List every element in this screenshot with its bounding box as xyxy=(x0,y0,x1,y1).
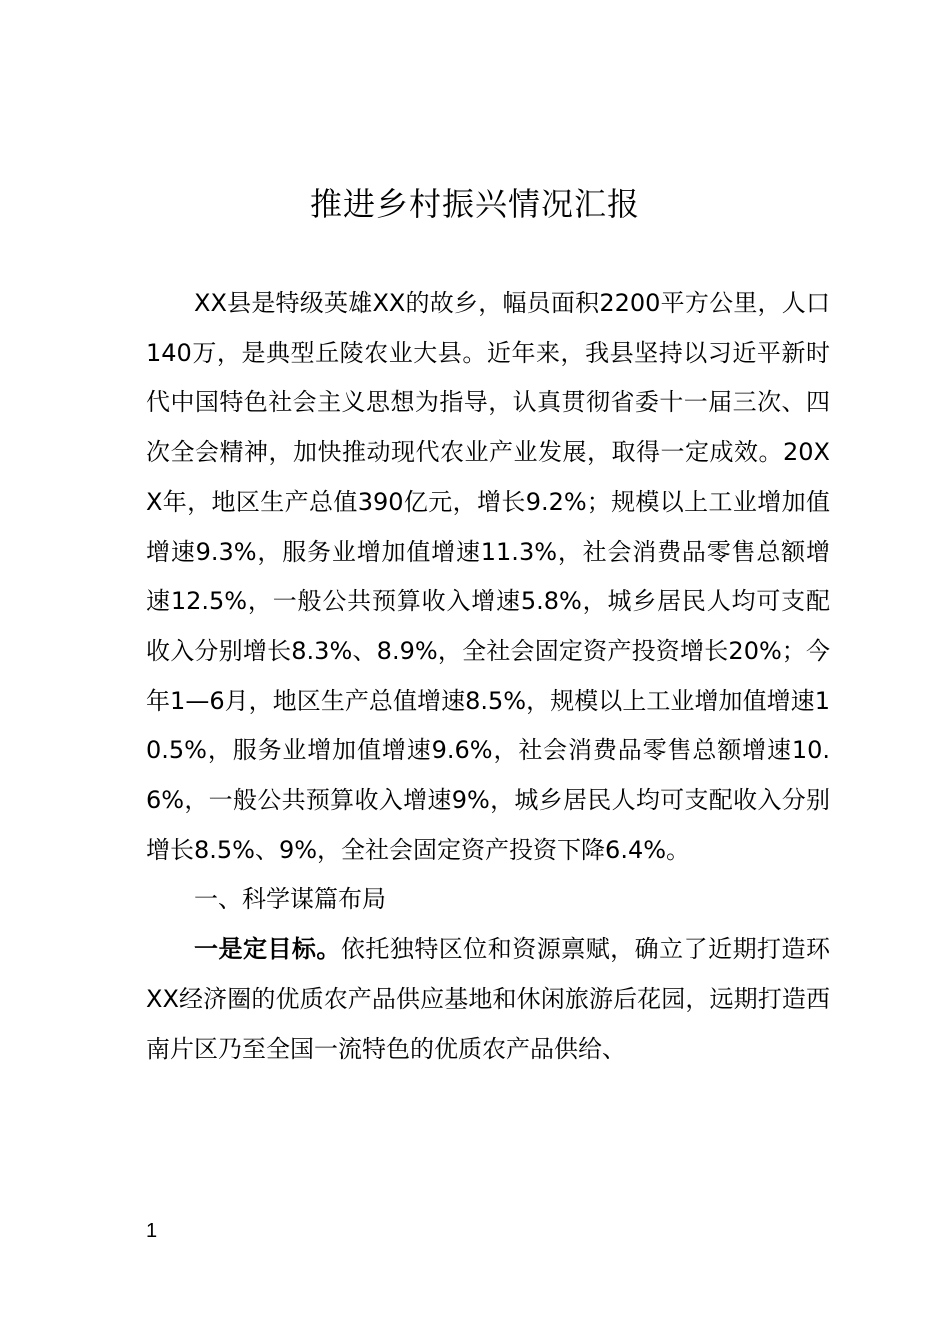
goal-paragraph-lead: 一是定目标。 xyxy=(194,935,341,964)
intro-paragraph-text: XX县是特级英雄XX的故乡，幅员面积2200平方公里，人口140万，是典型丘陵农业大县。近年来，我县坚持以习近平新时代中国特色社会主义思想为指导，认真贯彻省委十一届三次、四次全会精神，加快推动现代农业产业发展，取得一定成效。20XX年，地区生产总值390亿元，增长9.2%；规模以上工业增加值增速9.3%，服务业增加值增速11.3%，社会消费品零售总额增速12.5%，一般公共预算收入增速5.8%，城乡居民人均可支配收入分别增长8.3%、8.9%，全社会固定资产投资增长20%；今年1—6月，地区生产总值增速8.5%，规模以上工业增加值增速10.5%，服务业增加值增速9.6%，社会消费品零售总额增速10.6%，一般公共预算收入增速9%，城乡居民人均可支配收入分别增长8.5%、9%，全社会固定资产投资下降6.4%。 xyxy=(146,289,830,864)
intro-paragraph xyxy=(146,279,830,875)
section-heading-text: 一、科学谋篇布局 xyxy=(194,885,386,914)
document-title: 推进乡村振兴情况汇报 xyxy=(309,185,640,223)
goal-paragraph-text: 依托独特区位和资源禀赋，确立了近期打造环XX经济圈的优质农产品供应基地和休闲旅游后花园，远期打造西南片区乃至全国一流特色的优质农产品供给、 xyxy=(146,935,831,1063)
document-body xyxy=(146,279,830,1074)
goal-paragraph xyxy=(146,925,830,1074)
page-number: 1 xyxy=(146,1220,158,1242)
section-heading xyxy=(146,875,830,925)
